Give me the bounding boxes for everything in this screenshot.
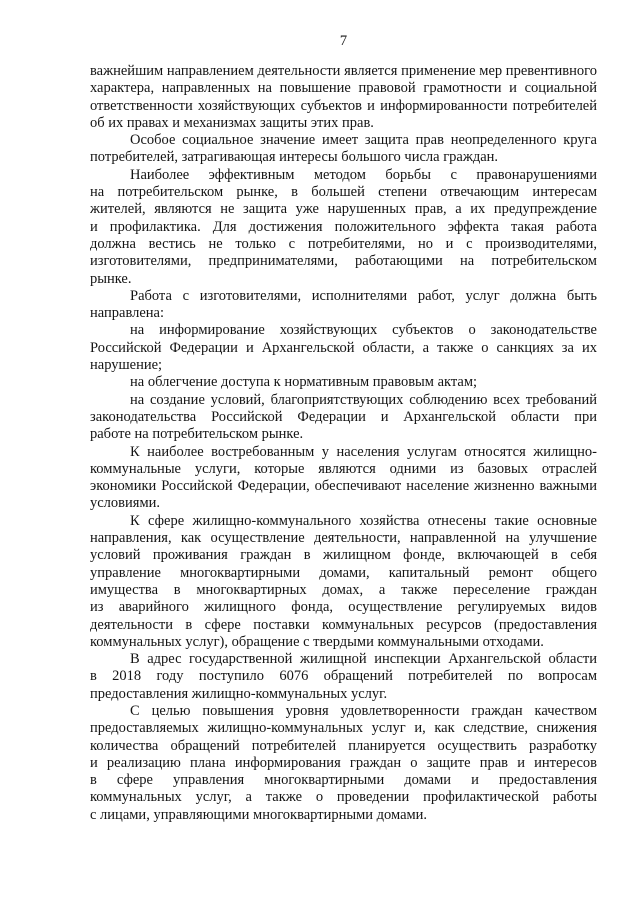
text-line: с лицами, управляющими многоквартирными домами. [90, 806, 428, 823]
paragraph [90, 513, 597, 651]
list-item [90, 374, 597, 391]
text-line: потребителей, затрагивающая интересы большого числа граждан. [90, 149, 499, 166]
document-body [90, 63, 597, 824]
text-line: условий проживания граждан в жилищном фонде, включающей в себя [90, 547, 597, 564]
list-item [90, 322, 597, 374]
text-line: в сфере управления многоквартирными домами и предоставления [90, 772, 597, 789]
text-line: на потребительском рынке, в большей степени отвечающим интересам [90, 184, 597, 201]
text-line: изготовителями, предпринимателями, работающими на потребительском [90, 253, 597, 270]
text-line: коммунальные услуги, которые являются одними из базовых отраслей [90, 460, 597, 477]
text-line: законодательства Российской Федерации и Архангельской области при [90, 408, 597, 425]
text-line: характера, направленных на повышение правовой грамотности и социальной [90, 80, 597, 97]
text-line: рынке. [90, 270, 132, 287]
paragraph [90, 288, 597, 323]
text-line: Работа с изготовителями, исполнителями работ, услуг должна быть [130, 287, 597, 304]
text-line: К сфере жилищно-коммунального хозяйства отнесены такие основные [130, 512, 597, 529]
paragraph [90, 132, 597, 167]
text-line: В адрес государственной жилищной инспекции Архангельской области [130, 651, 597, 668]
text-line: и реализацию плана информирования граждан о защите прав и интересов [90, 754, 597, 771]
text-line: Российской Федерации и Архангельской области, а также о санкциях за их [90, 339, 597, 356]
paragraph [90, 651, 597, 703]
text-line: важнейшим направлением деятельности является применение мер превентивного [90, 63, 597, 79]
paragraph [90, 167, 597, 288]
list-item [90, 392, 597, 444]
text-line: об их правах и механизмах защиты этих прав. [90, 114, 374, 131]
text-line: управление многоквартирными домами, капитальный ремонт общего [90, 564, 597, 581]
text-line: на облегчение доступа к нормативным правовым актам; [130, 374, 478, 391]
text-line: Особое социальное значение имеет защита прав неопределенного круга [130, 132, 597, 149]
text-line: в 2018 году поступило 6076 обращений потребителей по вопросам [90, 668, 597, 685]
text-line: деятельности в сфере поставки коммунальных ресурсов (предоставления [90, 616, 597, 633]
text-line: направления, как осуществление деятельности, направленной на улучшение [90, 530, 597, 547]
paragraph [90, 444, 597, 513]
text-line: работе на потребительском рынке. [90, 426, 304, 443]
text-line: ответственности хозяйствующих субъектов и информированности потребителей [90, 97, 597, 114]
text-line: на информирование хозяйствующих субъектов о законодательстве [130, 322, 597, 339]
text-line: экономики Российской Федерации, обеспечивают население жизненно важными [90, 478, 597, 495]
text-line: условиями. [90, 495, 161, 512]
text-line: на создание условий, благоприятствующих соблюдению всех требований [130, 391, 597, 408]
text-line: С целью повышения уровня удовлетворенности граждан качеством [130, 702, 597, 719]
paragraph [90, 63, 597, 132]
text-line: из аварийного жилищного фонда, осуществление регулируемых видов [90, 599, 597, 616]
text-line: имущества в многоквартирных домах, а также переселение граждан [90, 581, 597, 598]
text-line: коммунальных услуг, а также о проведении профилактической работы [90, 789, 597, 806]
text-line: Наиболее эффективным методом борьбы с правонарушениями [130, 166, 597, 183]
text-line: нарушение; [90, 357, 163, 374]
text-line: коммунальных услуг), обращение с твердыми коммунальными отходами. [90, 633, 544, 650]
text-line: направлена: [90, 305, 165, 322]
text-line: и профилактика. Для достижения положительного эффекта такая работа [90, 218, 597, 235]
text-line: жителей, являются не защита уже нарушенных прав, а их предупреждение [90, 201, 597, 218]
text-line: предоставляемых жилищно-коммунальных услуг и, как следствие, снижения [90, 720, 597, 737]
page-number: 7 [339, 33, 348, 49]
text-line: предоставления жилищно-коммунальных услуг. [90, 685, 388, 702]
text-line: должна вестись не только с потребителями, но и с производителями, [90, 235, 597, 252]
text-line: К наиболее востребованным у населения услугам относятся жилищно- [130, 443, 597, 460]
text-line: количества обращений потребителей планируется осуществить разработку [90, 737, 597, 754]
paragraph [90, 703, 597, 824]
